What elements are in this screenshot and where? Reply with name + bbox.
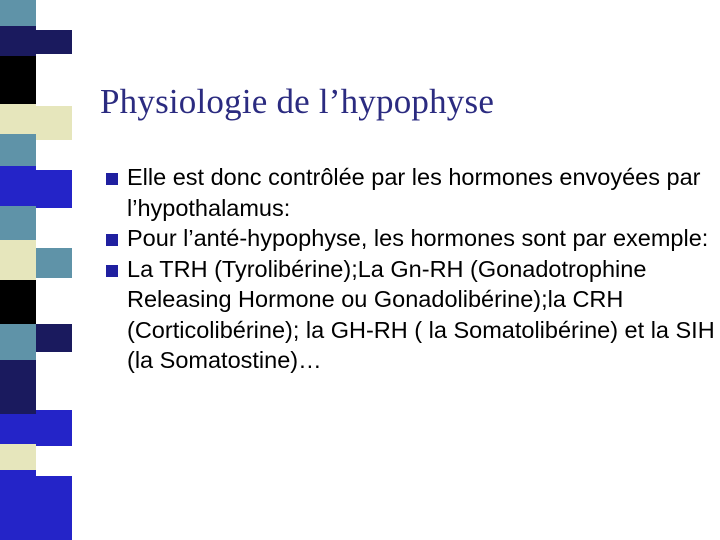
square-bullet-icon	[106, 234, 118, 246]
stripe-block	[0, 56, 36, 104]
bullet-text: Pour l’anté-hypophyse, les hormones sont par exemple:	[127, 225, 709, 251]
stripe-block	[0, 26, 36, 56]
stripe-block	[36, 324, 72, 352]
stripe-block	[0, 0, 36, 26]
slide-title: Physiologie de l’hypophyse	[100, 82, 495, 121]
stripe-block	[0, 240, 36, 280]
stripe-block	[0, 324, 36, 360]
stripe-block	[0, 280, 36, 324]
stripe-block	[0, 444, 36, 470]
bullet-text: La TRH (Tyrolibérine);La Gn-RH (Gonadotrophine Releasing Hormone ou Gonadolibérine);la CRH (Corticolibérine); la GH-RH ( la Somatolibérine) et la SIH (la Somatostine)…	[127, 255, 715, 373]
stripe-block	[0, 470, 36, 540]
stripe-block	[36, 446, 72, 476]
stripe-block	[0, 206, 36, 240]
stripe-block	[36, 248, 72, 278]
decorative-stripe	[0, 0, 72, 540]
stripe-block	[36, 278, 72, 324]
square-bullet-icon	[106, 173, 118, 185]
bullet-item	[106, 223, 716, 254]
stripe-block	[36, 140, 72, 170]
stripe-block	[36, 54, 72, 106]
stripe-block	[36, 410, 72, 446]
stripe-block	[0, 360, 36, 414]
stripe-block	[0, 104, 36, 134]
bullet-item	[106, 162, 716, 223]
stripe-block	[36, 476, 72, 540]
stripe-block	[0, 166, 36, 206]
stripe-block	[36, 30, 72, 54]
bullet-item	[106, 254, 716, 376]
stripe-block	[36, 0, 72, 30]
stripe-block	[36, 170, 72, 208]
square-bullet-icon	[106, 265, 118, 277]
stripe-block	[0, 134, 36, 166]
bullet-text: Elle est donc contrôlée par les hormones envoyées par l’hypothalamus:	[127, 164, 701, 221]
stripe-block	[36, 208, 72, 248]
bullet-list	[106, 162, 716, 376]
stripe-block	[36, 352, 72, 410]
stripe-block	[36, 106, 72, 140]
stripe-block	[0, 414, 36, 444]
